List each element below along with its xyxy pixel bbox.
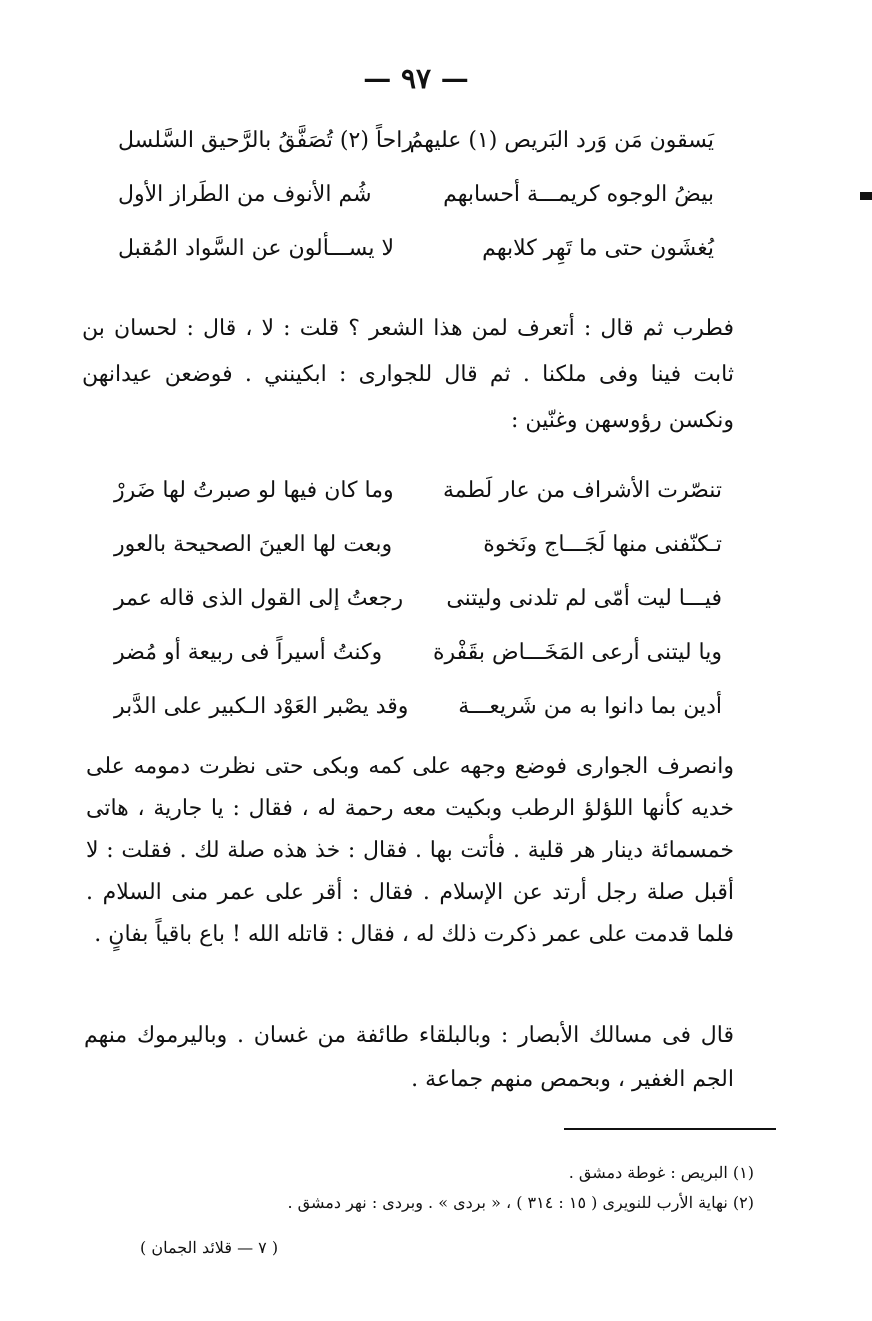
verse-first-hemistich: تـكنّفنى منها لَجَـــاج ونَخوة: [483, 532, 722, 557]
verse-first-hemistich: بيضُ الوجوه كريمـــة أحسابهم: [443, 182, 714, 207]
verse-second-hemistich: لا يســـألون عن السَّواد المُقبل: [118, 236, 395, 261]
verse-second-hemistich: شُم الأنوف من الطَراز الأول: [118, 182, 372, 207]
verse-second-hemistich: وبعت لها العينَ الصحيحة بالعور: [114, 532, 393, 557]
verse: [118, 124, 714, 178]
footnote: (٢) نهاية الأرب للنويرى ( ١٥ : ٣١٤ ) ، « بردى » . وبردى : نهر دمشق .: [287, 1193, 754, 1212]
verse: [118, 232, 714, 286]
verse-first-hemistich: تنصّرت الأشراف من عار لَطمة: [442, 478, 722, 503]
verse-second-hemistich: وما كان فيها لو صبرتُ لها ضَررْ: [114, 478, 394, 503]
footnote: (١) البريص : غوطة دمشق .: [568, 1163, 754, 1182]
poem-1: [118, 124, 714, 286]
paragraph-2: [86, 746, 734, 956]
verse-first-hemistich: فيـــا ليت أمّى لم تلدنى وليتنى: [446, 586, 722, 611]
verse-second-hemistich: وكنتُ أسيراً فى ربيعة أو مُضر: [114, 640, 383, 665]
verse: [114, 690, 722, 744]
verse: [114, 582, 722, 636]
paragraph-text: قال فى مسالك الأبصار : وبالبلقاء طائفة من غسان . وباليرموك منهم الجم الغفير ، وبحمص منهم جماعة .: [84, 1023, 734, 1092]
verse-first-hemistich: أدين بما دانوا به من شَريعـــة: [458, 694, 722, 719]
verse-first-hemistich: يُغشَون حتى ما تَهِر كلابهم: [482, 236, 714, 261]
verse-second-hemistich: راحاً (٢) تُصَفَّقُ بالرَّحيق السَّلسل: [118, 128, 413, 153]
signature-text: ( ٧ — قلائد الجمان ): [140, 1238, 279, 1257]
paragraph-text: وانصرف الجوارى فوضع وجهه على كمه وبكى حتى نظرت دمومه على خديه كأنها اللؤلؤ الرطب وبكيت معه رحمة له ، فقال : يا جارية ، هاتى خمسمائة دينار هر قلية . فأتت بها . فقال : خذ هذه صلة لك . فقلت : لا أقبل صلة رجل أرتد عن الإسلام . فقال : أقر على عمر منى السلام . فلما قدمت على عمر ذكرت ذلك له ، فقال : قاتله الله ! باع باقياً بفانٍ .: [86, 754, 734, 947]
verse: [118, 178, 714, 232]
verse-first-hemistich: يَسقون مَن وَرد البَريص (١) عليهمُ: [409, 128, 714, 153]
poem-2: [114, 474, 722, 744]
page-number: — ٩٧ —: [363, 62, 469, 95]
page-edge-mark: [860, 192, 872, 200]
verse: [114, 528, 722, 582]
footnote-divider: [564, 1128, 776, 1130]
signature-mark: [140, 1238, 440, 1257]
verse: [114, 636, 722, 690]
verse: [114, 474, 722, 528]
verse-second-hemistich: رجعتُ إلى القول الذى قاله عمر: [114, 586, 404, 611]
verse-first-hemistich: ويا ليتنى أرعى المَخَـــاض بقَفْرة: [433, 640, 722, 665]
verse-second-hemistich: وقد يصْبر العَوْد الـكبير على الدَّبر: [114, 694, 409, 719]
paragraph-text: فطرب ثم قال : أتعرف لمن هذا الشعر ؟ قلت : لا ، قال : لحسان بن ثابت فينا وفى ملكنا . ثم قال للجوارى : ابكينني . فوضعن عيدانهن ونكسن رؤوسهن وغنّين :: [82, 316, 734, 433]
paragraph-3: [84, 1014, 734, 1102]
footnotes: [134, 1158, 754, 1218]
paragraph-1: [82, 306, 734, 444]
